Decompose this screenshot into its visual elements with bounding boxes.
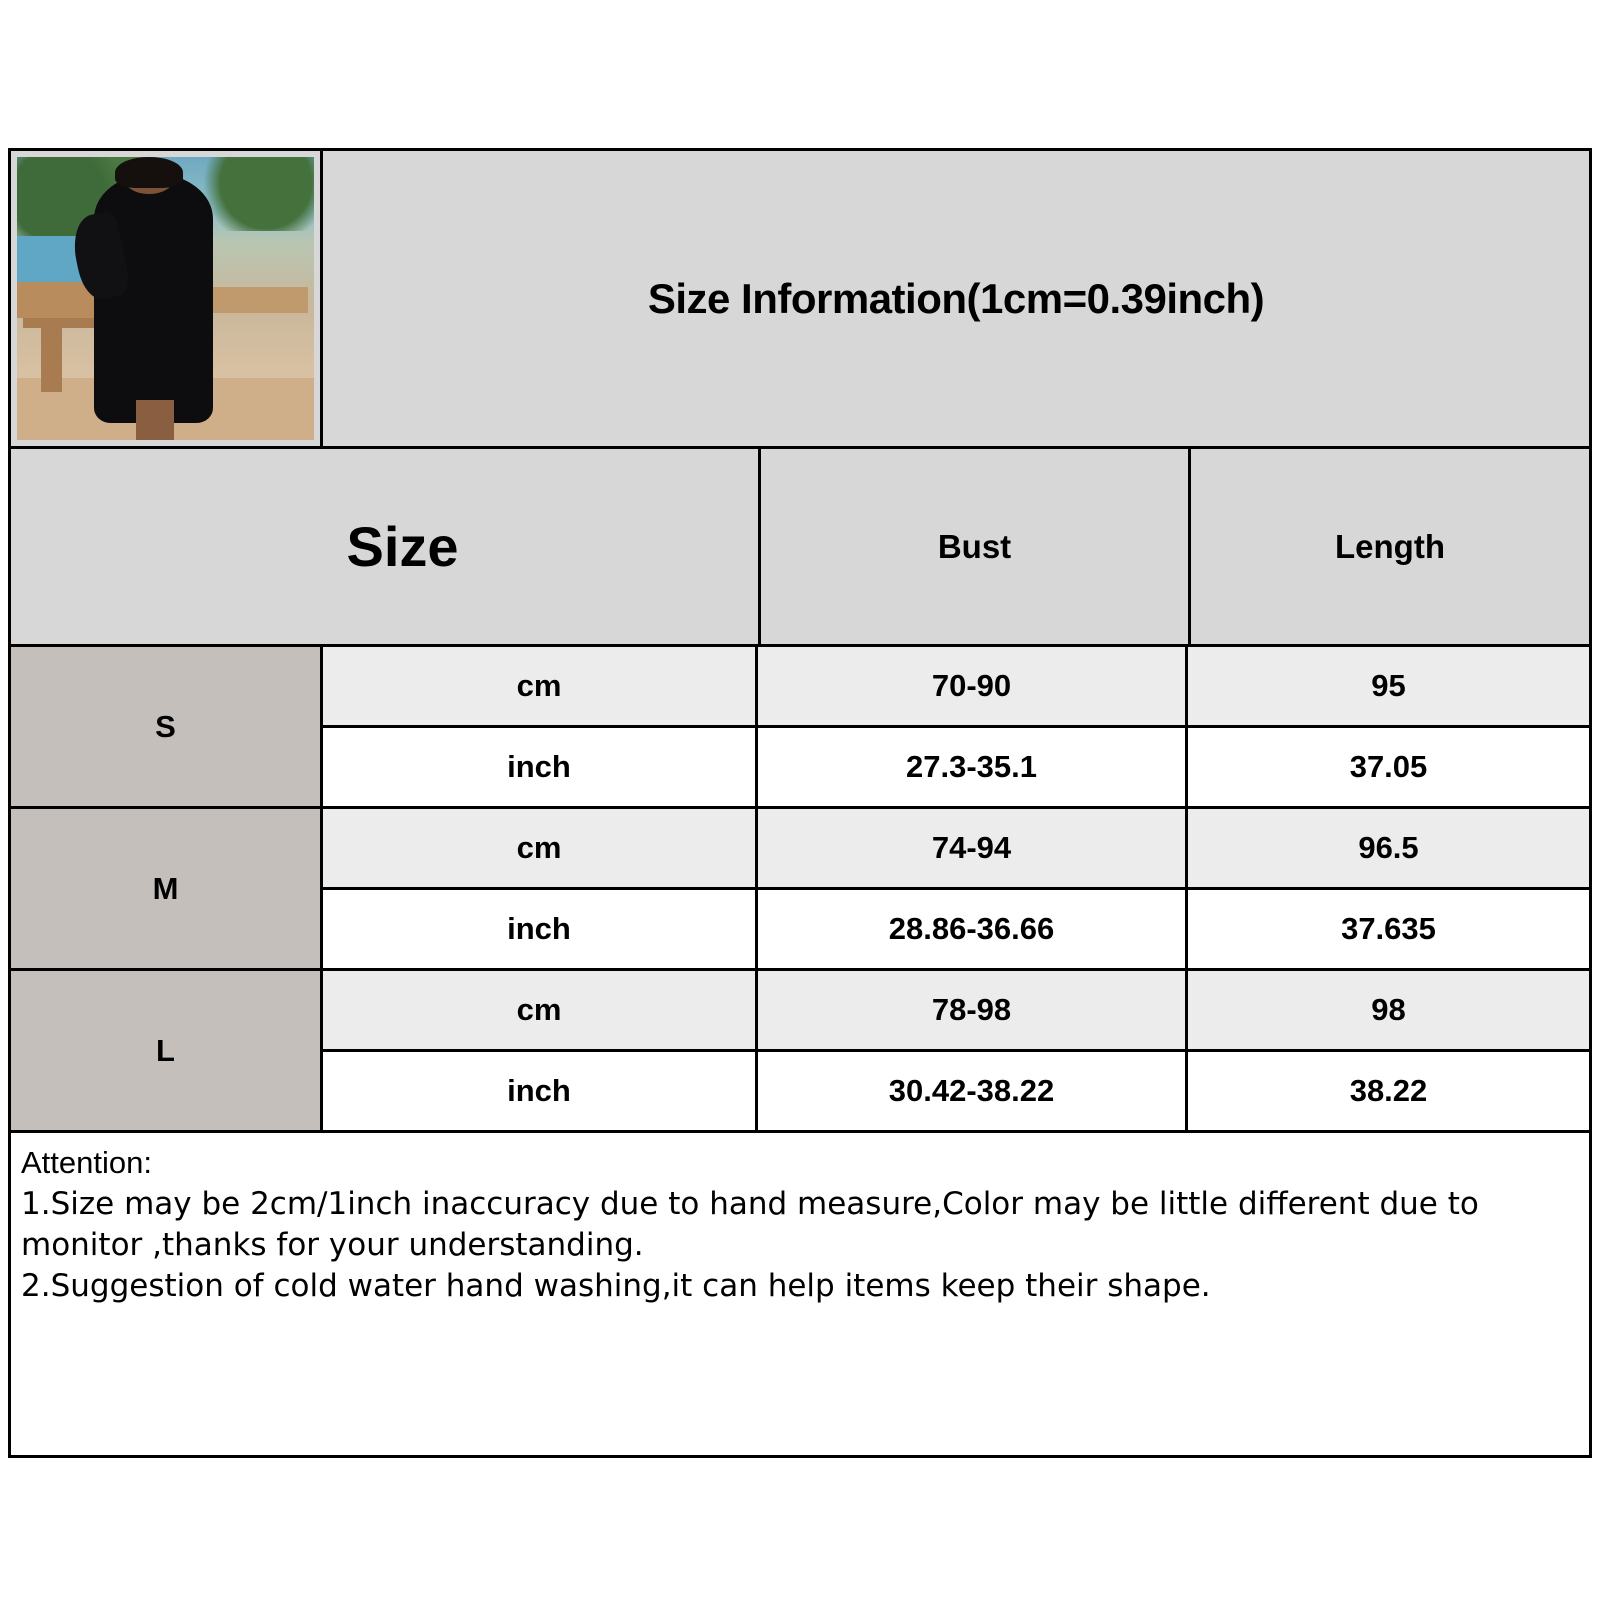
length-cell: 38.22 xyxy=(1188,1052,1589,1130)
column-header-size-label: Size xyxy=(346,515,459,578)
length-cell: 37.05 xyxy=(1188,728,1589,806)
bench-decor xyxy=(207,287,308,312)
table-row-size-m xyxy=(11,809,1589,971)
chart-header-row xyxy=(11,151,1589,449)
bust-cell: 30.42-38.22 xyxy=(758,1052,1188,1130)
unit-cell: cm xyxy=(323,647,758,725)
attention-note xyxy=(11,1133,1589,1307)
length-cell: 96.5 xyxy=(1188,809,1589,887)
column-header-length: Length xyxy=(1191,449,1589,644)
size-m-cm-row xyxy=(323,809,1589,890)
column-header-bust: Bust xyxy=(761,449,1191,644)
page-title: Size Information(1cm=0.39inch) xyxy=(647,274,1265,322)
size-m-measure-rows xyxy=(323,809,1589,968)
model-dress-silhouette xyxy=(94,174,213,423)
unit-cell: cm xyxy=(323,809,758,887)
size-label-s: S xyxy=(11,647,323,806)
unit-cell: inch xyxy=(323,1052,758,1130)
attention-line-3: 2.Suggestion of cold water hand washing,it can help items keep their shape. xyxy=(21,1267,1211,1304)
size-s-measure-rows xyxy=(323,647,1589,806)
size-s-inch-row xyxy=(323,728,1589,806)
size-s-cm-row xyxy=(323,647,1589,728)
unit-cell: cm xyxy=(323,971,758,1049)
length-cell: 37.635 xyxy=(1188,890,1589,968)
size-l-inch-row xyxy=(323,1052,1589,1130)
length-cell: 95 xyxy=(1188,647,1589,725)
size-label-l: L xyxy=(11,971,323,1130)
length-cell: 98 xyxy=(1188,971,1589,1049)
bust-cell: 78-98 xyxy=(758,971,1188,1049)
size-label-m: M xyxy=(11,809,323,968)
model-legs-silhouette xyxy=(136,400,175,440)
bust-cell: 70-90 xyxy=(758,647,1188,725)
table-leg-decor xyxy=(41,318,62,392)
column-header-size xyxy=(11,449,761,644)
size-m-inch-row xyxy=(323,890,1589,968)
size-information-title-cell xyxy=(323,151,1589,446)
product-photo-cell xyxy=(11,151,323,446)
size-l-cm-row xyxy=(323,971,1589,1052)
attention-line-2: monitor ,thanks for your understanding. xyxy=(21,1226,644,1263)
model-hair-silhouette xyxy=(115,157,183,188)
attention-heading: Attention: xyxy=(21,1145,152,1180)
column-header-row xyxy=(11,449,1589,647)
bust-cell: 27.3-35.1 xyxy=(758,728,1188,806)
bust-cell: 28.86-36.66 xyxy=(758,890,1188,968)
size-l-measure-rows xyxy=(323,971,1589,1130)
bust-cell: 74-94 xyxy=(758,809,1188,887)
attention-line-1: 1.Size may be 2cm/1inch inaccuracy due to hand measure,Color may be little different due to xyxy=(21,1185,1479,1222)
unit-cell: inch xyxy=(323,728,758,806)
model-photo xyxy=(17,157,314,440)
table-row-size-l xyxy=(11,971,1589,1133)
size-chart-container xyxy=(8,148,1592,1458)
unit-cell: inch xyxy=(323,890,758,968)
table-row-size-s xyxy=(11,647,1589,809)
